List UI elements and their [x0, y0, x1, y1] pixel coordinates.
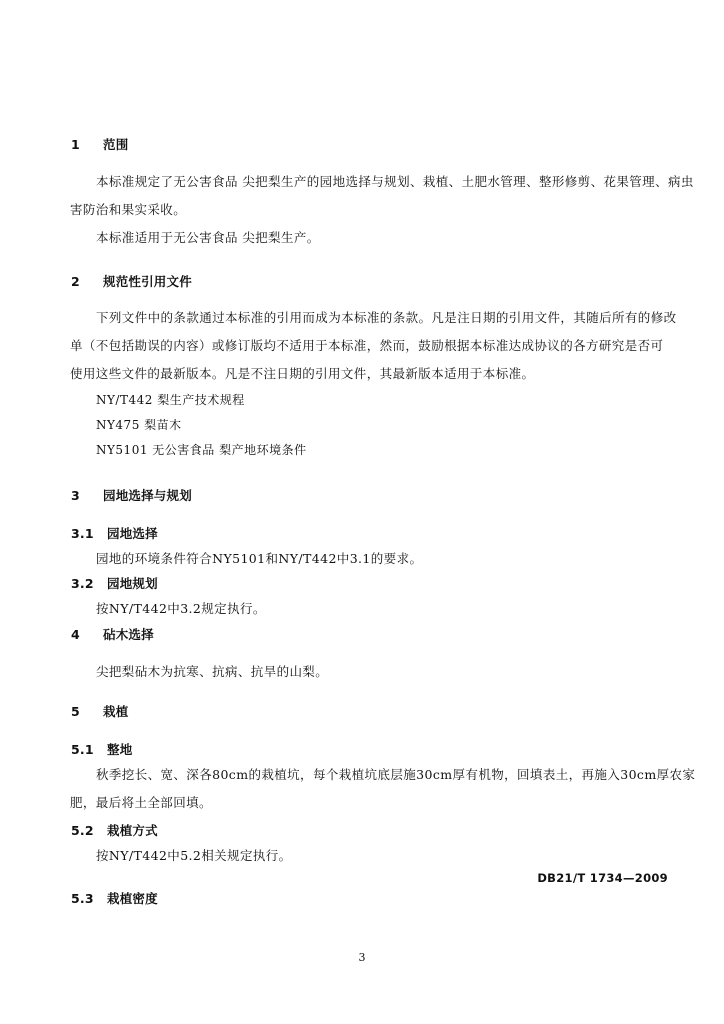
heading-number: 1 [71, 137, 80, 152]
paragraph-line: 按NY/T442中3.2规定执行。 [96, 601, 266, 616]
heading-3-1 [71, 524, 158, 542]
heading-title: 范围 [103, 137, 129, 152]
paragraph-line: 园地的环境条件符合NY5101和NY/T442中3.1的要求。 [96, 551, 423, 566]
heading-number: 5 [71, 704, 80, 719]
heading-number: 2 [71, 274, 80, 289]
heading-2 [71, 272, 192, 290]
paragraph-line: 秋季挖长、宽、深各80cm的栽植坑，每个栽植坑底层施30cm厚有机物，回填表土，再施入30cm厚农家 [96, 767, 696, 782]
paragraph-line: 按NY/T442中5.2相关规定执行。 [96, 848, 292, 863]
paragraph-line: 本标准适用于无公害食品 尖把梨生产。 [96, 230, 320, 245]
heading-3 [71, 486, 192, 504]
reference-item: NY5101 无公害食品 梨产地环境条件 [96, 443, 307, 457]
heading-5-2 [71, 821, 158, 839]
paragraph-line: 使用这些文件的最新版本。凡是不注日期的引用文件，其最新版本适用于本标准。 [70, 366, 535, 381]
paragraph-line: 单（不包括勘误的内容）或修订版均不适用于本标准，然而，鼓励根据本标准达成协议的各方研究是否可 [70, 338, 664, 353]
heading-number: 4 [71, 627, 80, 642]
heading-number: 5.3 [71, 891, 94, 906]
paragraph-line: 肥，最后将土全部回填。 [70, 795, 212, 810]
paragraph-line: 本标准规定了无公害食品 尖把梨生产的园地选择与规划、栽植、土肥水管理、整形修剪、花果管理、病虫 [96, 174, 694, 189]
heading-3-2 [71, 574, 158, 592]
paragraph-line: 尖把梨砧木为抗寒、抗病、抗旱的山梨。 [96, 664, 329, 679]
heading-5-3 [71, 889, 158, 907]
heading-number: 3.2 [71, 576, 94, 591]
heading-1 [71, 135, 128, 153]
heading-number: 3.1 [71, 526, 94, 541]
heading-title: 园地规划 [107, 576, 158, 591]
heading-title: 栽植方式 [107, 823, 158, 838]
heading-title: 砧木选择 [103, 627, 154, 642]
heading-title: 栽植 [103, 704, 129, 719]
heading-number: 5.1 [71, 742, 94, 757]
paragraph-line: 害防治和果实采收。 [70, 202, 187, 217]
page-number: 3 [358, 951, 366, 964]
heading-title: 园地选择与规划 [103, 488, 192, 503]
heading-number: 5.2 [71, 823, 94, 838]
reference-item: NY475 梨苗木 [96, 418, 182, 432]
heading-5-1 [71, 740, 132, 758]
heading-4 [71, 625, 154, 643]
reference-item: NY/T442 梨生产技术规程 [96, 393, 245, 407]
heading-5 [71, 702, 128, 720]
heading-title: 栽植密度 [107, 891, 158, 906]
heading-title: 规范性引用文件 [103, 274, 192, 289]
heading-title: 园地选择 [107, 526, 158, 541]
standard-code: DB21/T 1734—2009 [537, 871, 668, 885]
heading-number: 3 [71, 488, 80, 503]
heading-title: 整地 [107, 742, 133, 757]
paragraph-line: 下列文件中的条款通过本标准的引用而成为本标准的条款。凡是注日期的引用文件，其随后所有的修改 [96, 310, 677, 325]
